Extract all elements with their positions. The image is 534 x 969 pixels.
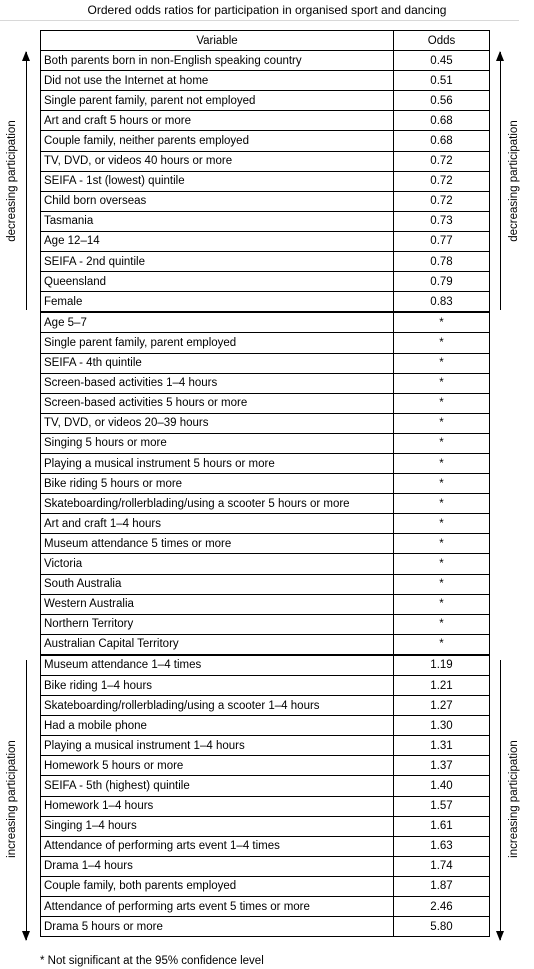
variable-cell: Couple family, both parents employed xyxy=(41,876,394,896)
variable-cell: TV, DVD, or videos 40 hours or more xyxy=(41,151,394,171)
table-row xyxy=(41,876,490,896)
variable-cell: Playing a musical instrument 1–4 hours xyxy=(41,736,394,756)
odds-cell: 0.56 xyxy=(394,91,490,111)
table-row xyxy=(41,292,490,313)
right-decreasing-label: decreasing participation xyxy=(508,120,520,242)
variable-cell: Female xyxy=(41,292,394,313)
table-header-row xyxy=(41,31,490,51)
odds-cell: * xyxy=(394,594,490,614)
table-row xyxy=(41,333,490,353)
variable-cell: Bike riding 5 hours or more xyxy=(41,474,394,494)
variable-cell: Australian Capital Territory xyxy=(41,634,394,655)
odds-cell: * xyxy=(394,634,490,655)
odds-cell: 5.80 xyxy=(394,917,490,937)
odds-cell: * xyxy=(394,554,490,574)
variable-cell: Bike riding 1–4 hours xyxy=(41,676,394,696)
variable-cell: Northern Territory xyxy=(41,614,394,634)
table-row xyxy=(41,453,490,473)
variable-cell: South Australia xyxy=(41,574,394,594)
odds-column-header: Odds xyxy=(394,31,490,51)
table-row xyxy=(41,836,490,856)
table-row xyxy=(41,676,490,696)
table-row xyxy=(41,917,490,937)
variable-cell: Child born overseas xyxy=(41,191,394,211)
odds-ratio-table xyxy=(40,30,490,937)
variable-cell: TV, DVD, or videos 20–39 hours xyxy=(41,413,394,433)
odds-cell: 0.72 xyxy=(394,191,490,211)
table-row xyxy=(41,373,490,393)
table-row xyxy=(41,696,490,716)
odds-cell: 0.73 xyxy=(394,211,490,231)
variable-cell: Singing 1–4 hours xyxy=(41,816,394,836)
variable-cell: Single parent family, parent not employed xyxy=(41,91,394,111)
odds-cell: 1.40 xyxy=(394,776,490,796)
table-row xyxy=(41,272,490,292)
table-row xyxy=(41,111,490,131)
odds-cell: 0.83 xyxy=(394,292,490,313)
variable-cell: Age 12–14 xyxy=(41,231,394,251)
variable-cell: SEIFA - 1st (lowest) quintile xyxy=(41,171,394,191)
left-increasing-label: increasing participation xyxy=(6,740,18,858)
variable-cell: Queensland xyxy=(41,272,394,292)
odds-cell: * xyxy=(394,614,490,634)
table-row xyxy=(41,51,490,71)
left-decreasing-label: decreasing participation xyxy=(6,120,18,242)
table-row xyxy=(41,252,490,272)
variable-cell: Age 5–7 xyxy=(41,312,394,333)
variable-cell: Skateboarding/rollerblading/using a scooter 5 hours or more xyxy=(41,494,394,514)
odds-cell: * xyxy=(394,453,490,473)
variable-cell: Victoria xyxy=(41,554,394,574)
right-increasing-arrow-icon xyxy=(500,660,501,940)
table-row xyxy=(41,736,490,756)
right-decreasing-arrow-icon xyxy=(500,52,501,310)
odds-cell: 1.19 xyxy=(394,655,490,676)
variable-cell: Museum attendance 1–4 times xyxy=(41,655,394,676)
odds-cell: 1.61 xyxy=(394,816,490,836)
table-row xyxy=(41,534,490,554)
table-row xyxy=(41,816,490,836)
variable-cell: Screen-based activities 1–4 hours xyxy=(41,373,394,393)
table-row xyxy=(41,554,490,574)
table-row xyxy=(41,514,490,534)
odds-cell: * xyxy=(394,373,490,393)
table-row xyxy=(41,353,490,373)
table-row xyxy=(41,413,490,433)
odds-cell: 0.79 xyxy=(394,272,490,292)
odds-cell: * xyxy=(394,534,490,554)
table-row xyxy=(41,231,490,251)
decreasing-participation-rows xyxy=(41,51,490,313)
left-decreasing-arrow-icon xyxy=(26,52,27,310)
variable-cell: Single parent family, parent employed xyxy=(41,333,394,353)
table-row xyxy=(41,151,490,171)
table-row xyxy=(41,655,490,676)
variable-cell: Homework 1–4 hours xyxy=(41,796,394,816)
odds-cell: * xyxy=(394,433,490,453)
table-row xyxy=(41,433,490,453)
variable-cell: Drama 1–4 hours xyxy=(41,856,394,876)
odds-cell: * xyxy=(394,494,490,514)
variable-cell: Western Australia xyxy=(41,594,394,614)
table-row xyxy=(41,494,490,514)
right-increasing-label: increasing participation xyxy=(508,740,520,858)
table-row xyxy=(41,716,490,736)
table-row xyxy=(41,614,490,634)
variable-cell: Screen-based activities 5 hours or more xyxy=(41,393,394,413)
not-significant-rows xyxy=(41,312,490,655)
increasing-participation-rows xyxy=(41,655,490,937)
table-row xyxy=(41,474,490,494)
table-row xyxy=(41,776,490,796)
odds-cell: 0.51 xyxy=(394,71,490,91)
odds-cell: * xyxy=(394,312,490,333)
odds-cell: 0.78 xyxy=(394,252,490,272)
variable-column-header: Variable xyxy=(41,31,394,51)
table-row xyxy=(41,634,490,655)
table-row xyxy=(41,393,490,413)
variable-cell: Singing 5 hours or more xyxy=(41,433,394,453)
table-row xyxy=(41,897,490,917)
variable-cell: Couple family, neither parents employed xyxy=(41,131,394,151)
table-row xyxy=(41,191,490,211)
odds-cell: 1.87 xyxy=(394,876,490,896)
odds-cell: 0.72 xyxy=(394,171,490,191)
table-row xyxy=(41,211,490,231)
table-row xyxy=(41,91,490,111)
odds-cell: * xyxy=(394,514,490,534)
odds-cell: 1.57 xyxy=(394,796,490,816)
variable-cell: Had a mobile phone xyxy=(41,716,394,736)
table-row xyxy=(41,312,490,333)
odds-cell: 0.68 xyxy=(394,131,490,151)
table-row xyxy=(41,594,490,614)
table-row xyxy=(41,856,490,876)
table-row xyxy=(41,796,490,816)
odds-cell: * xyxy=(394,393,490,413)
table-row xyxy=(41,574,490,594)
odds-cell: * xyxy=(394,413,490,433)
footnote: * Not significant at the 95% confidence level xyxy=(40,955,264,967)
variable-cell: Museum attendance 5 times or more xyxy=(41,534,394,554)
odds-cell: 1.30 xyxy=(394,716,490,736)
odds-cell: * xyxy=(394,474,490,494)
variable-cell: Skateboarding/rollerblading/using a scooter 1–4 hours xyxy=(41,696,394,716)
odds-cell: 1.74 xyxy=(394,856,490,876)
odds-cell: 1.37 xyxy=(394,756,490,776)
odds-cell: 1.21 xyxy=(394,676,490,696)
odds-cell: 2.46 xyxy=(394,897,490,917)
variable-cell: Homework 5 hours or more xyxy=(41,756,394,776)
variable-cell: Art and craft 5 hours or more xyxy=(41,111,394,131)
odds-cell: 1.31 xyxy=(394,736,490,756)
odds-cell: 0.72 xyxy=(394,151,490,171)
variable-cell: SEIFA - 2nd quintile xyxy=(41,252,394,272)
odds-cell: 1.27 xyxy=(394,696,490,716)
page-title: Ordered odds ratios for participation in organised sport and dancing xyxy=(87,3,447,17)
table-row xyxy=(41,131,490,151)
variable-cell: Drama 5 hours or more xyxy=(41,917,394,937)
table-row xyxy=(41,171,490,191)
odds-cell: * xyxy=(394,333,490,353)
odds-cell: 0.68 xyxy=(394,111,490,131)
odds-cell: 1.63 xyxy=(394,836,490,856)
variable-cell: Attendance of performing arts event 1–4 times xyxy=(41,836,394,856)
odds-cell: * xyxy=(394,353,490,373)
table-row xyxy=(41,71,490,91)
left-increasing-arrow-icon xyxy=(26,660,27,940)
variable-cell: Art and craft 1–4 hours xyxy=(41,514,394,534)
table-row xyxy=(41,756,490,776)
variable-cell: Both parents born in non-English speaking country xyxy=(41,51,394,71)
variable-cell: Tasmania xyxy=(41,211,394,231)
variable-cell: SEIFA - 4th quintile xyxy=(41,353,394,373)
odds-cell: 0.45 xyxy=(394,51,490,71)
variable-cell: Playing a musical instrument 5 hours or more xyxy=(41,453,394,473)
variable-cell: SEIFA - 5th (highest) quintile xyxy=(41,776,394,796)
variable-cell: Did not use the Internet at home xyxy=(41,71,394,91)
odds-cell: * xyxy=(394,574,490,594)
header-divider xyxy=(0,20,519,21)
variable-cell: Attendance of performing arts event 5 times or more xyxy=(41,897,394,917)
odds-cell: 0.77 xyxy=(394,231,490,251)
